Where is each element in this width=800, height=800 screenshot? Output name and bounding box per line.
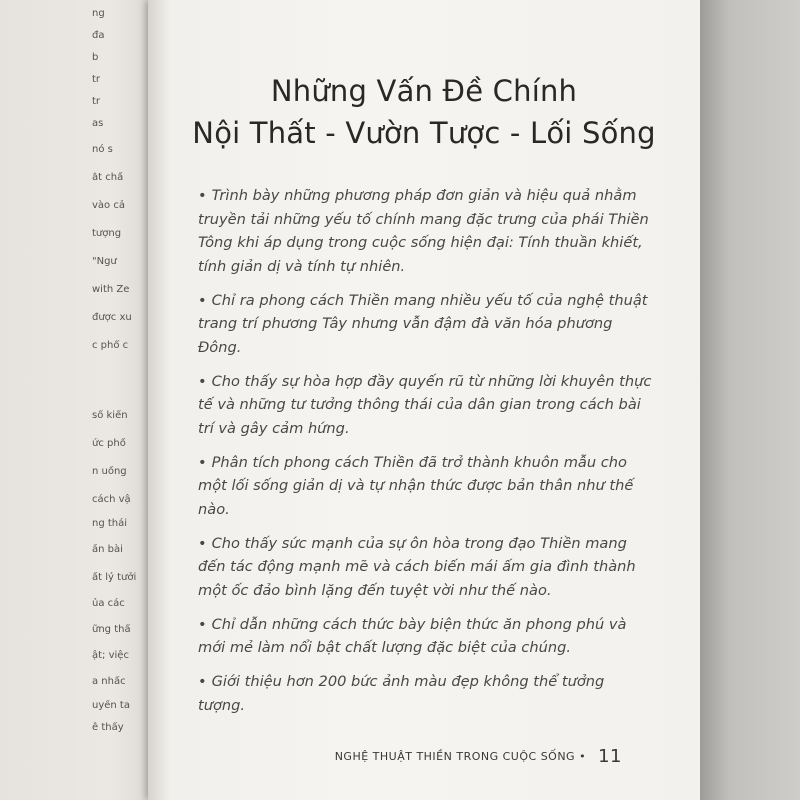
bullet-text: Cho thấy sức mạnh của sự ôn hòa trong đạo Thiền mang đến tác động mạnh mẽ và cách biến mái ấm gia đình thành một ốc đảo bình lặng đến tuyệt vời như thế nào. bbox=[198, 534, 636, 599]
bullet-icon: • bbox=[198, 615, 207, 633]
page-number: 11 bbox=[598, 746, 622, 767]
footer-separator: • bbox=[579, 750, 587, 763]
bullet-icon: • bbox=[198, 534, 207, 552]
bullet-text: Giới thiệu hơn 200 bức ảnh màu đẹp không thể tưởng tượng. bbox=[198, 673, 605, 714]
bullet-text: Chỉ dẫn những cách thức bày biện thức ăn phong phú và mới mẻ làm nổi bật chất lượng đặc biệt của chúng. bbox=[198, 615, 627, 656]
previous-page-edge bbox=[0, 0, 160, 800]
page-footer bbox=[335, 746, 622, 767]
prev-fragment: n uống bbox=[92, 466, 127, 477]
bullet-item bbox=[198, 670, 653, 717]
running-footer-title: NGHỆ THUẬT THIỀN TRONG CUỘC SỐNG bbox=[334, 750, 576, 763]
prev-fragment: "Ngư bbox=[92, 256, 117, 267]
page-stack-edge bbox=[700, 0, 800, 800]
prev-fragment: được xu bbox=[92, 312, 132, 323]
prev-fragment: with Ze bbox=[92, 284, 130, 295]
prev-fragment: tượng bbox=[92, 228, 122, 239]
prev-fragment: b bbox=[92, 52, 99, 63]
page-title-line-2: Nội Thất - Vườn Tược - Lối Sống bbox=[192, 116, 656, 150]
prev-fragment: c phổ c bbox=[92, 340, 129, 351]
bullet-icon: • bbox=[198, 291, 207, 309]
prev-fragment: số kiến bbox=[92, 410, 128, 421]
prev-fragment: đa bbox=[92, 30, 105, 41]
bullet-text: Phân tích phong cách Thiền đã trở thành khuôn mẫu cho một lối sống giản dị và tự nhận thức được bản thân như thế nào. bbox=[198, 453, 634, 518]
bullet-item bbox=[198, 370, 653, 441]
prev-fragment: vào cả bbox=[92, 200, 125, 211]
bullet-icon: • bbox=[198, 673, 207, 690]
bullet-text: Trình bày những phương pháp đơn giản và hiệu quả nhằm truyền tải những yếu tố chính mang đặc trưng của phái Thiền Tông khi áp dụng trong cuộc sống hiện đại: Tính thuần khiết, tính giản dị và tính tự nhiên. bbox=[198, 187, 649, 275]
prev-fragment: ững thấ bbox=[92, 624, 131, 635]
prev-fragment: ễ thấy bbox=[92, 722, 124, 733]
prev-fragment: ức phố bbox=[92, 438, 126, 449]
bullet-icon: • bbox=[198, 453, 207, 471]
bullet-item bbox=[198, 613, 653, 660]
bullet-icon: • bbox=[198, 187, 207, 204]
bullet-list bbox=[198, 184, 653, 728]
prev-fragment: ần bài bbox=[92, 544, 123, 555]
page-title-line-1: Những Vấn Đề Chính bbox=[270, 74, 578, 108]
prev-fragment: ất lý tưởi bbox=[92, 572, 137, 583]
bullet-item bbox=[198, 184, 653, 278]
prev-fragment: ắt chấ bbox=[92, 172, 124, 183]
prev-fragment: ủa các bbox=[92, 598, 125, 609]
bullet-item bbox=[198, 532, 653, 603]
prev-fragment: cách vậ bbox=[92, 494, 131, 505]
bullet-item bbox=[198, 289, 653, 360]
book-page bbox=[148, 0, 700, 800]
bullet-item bbox=[198, 451, 653, 522]
prev-fragment: as bbox=[92, 118, 104, 129]
prev-fragment: a nhấc bbox=[92, 676, 126, 687]
bullet-text: Chỉ ra phong cách Thiền mang nhiều yếu tố của nghệ thuật trang trí phương Tây nhưng vẫn đậm đà văn hóa phương Đông. bbox=[198, 291, 648, 356]
prev-fragment: nó s bbox=[92, 144, 113, 155]
prev-fragment: ật; việc bbox=[92, 650, 129, 661]
bullet-text: Cho thấy sự hòa hợp đầy quyến rũ từ những lời khuyên thực tế và những tư tưởng thông thái của dân gian trong cách bài trí và gây cảm hứng. bbox=[198, 372, 652, 437]
bullet-icon: • bbox=[198, 372, 207, 390]
prev-fragment: tr bbox=[92, 74, 101, 85]
prev-fragment: ng bbox=[92, 8, 105, 19]
prev-fragment: tr bbox=[92, 96, 101, 107]
prev-fragment: ng thái bbox=[92, 518, 128, 529]
prev-fragment: uyền ta bbox=[92, 700, 130, 711]
